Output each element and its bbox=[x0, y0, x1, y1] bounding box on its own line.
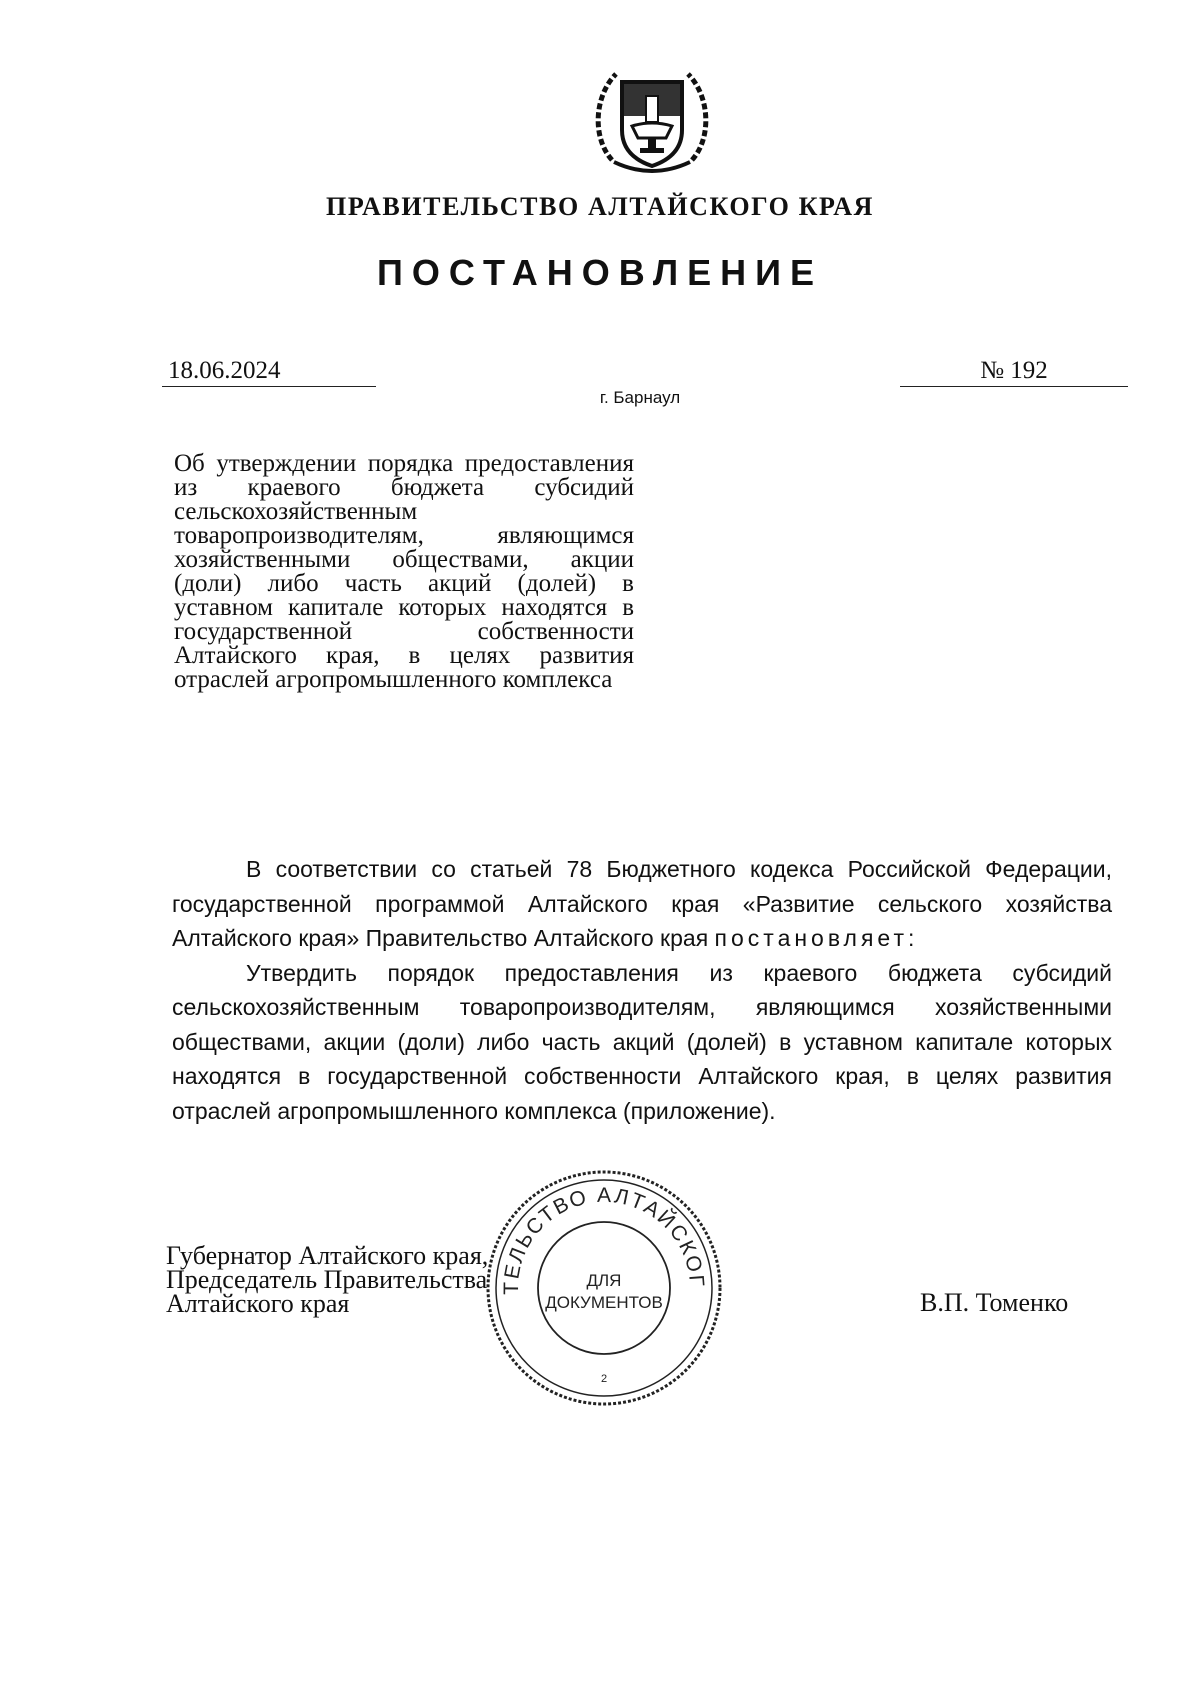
coat-of-arms-icon bbox=[590, 60, 714, 180]
body-paragraph-1-text: В соответствии со статьей 78 Бюджетного кодекса Российской Федерации, государственной программой Алтайского края «Развитие сельского хозяйства Алтайского края» Правительство Алтайского края bbox=[172, 856, 1112, 951]
document-subject: Об утверждении порядка предоставления из краевого бюджета субсидий сельскохозяйственным товаропроизводителям, являющимся хозяйственными обществами, акции (доли) либо часть акций (долей) в уставном капитале которых находятся в государственной собственности Алтайского края, в целях развития отраслей агропромышленного комплекса bbox=[174, 450, 634, 693]
document-body bbox=[172, 852, 1112, 1128]
seal-number: 2 bbox=[600, 1373, 608, 1385]
body-paragraph-1 bbox=[172, 852, 1112, 956]
seal-center-line-1: ДЛЯ bbox=[586, 1271, 622, 1290]
seal-center-line-2: ДОКУМЕНТОВ bbox=[545, 1293, 663, 1312]
signatory-line-1: Губернатор Алтайского края, bbox=[166, 1241, 489, 1270]
signatory-line-2: Председатель Правительства bbox=[166, 1265, 488, 1294]
official-seal-stamp bbox=[484, 1168, 724, 1408]
signatory-title bbox=[166, 1241, 489, 1318]
body-paragraph-2: Утвердить порядок предоставления из краевого бюджета субсидий сельскохозяйственным товаропроизводителям, являющимся хозяйственными обществами, акции (доли) либо часть акций (долей) в уставном капитале которых находятся в государственной собственности Алтайского края, в целях развития отраслей агропромышленного комплекса (приложение). bbox=[172, 959, 1112, 1124]
signatory-line-3: Алтайского края bbox=[166, 1289, 350, 1318]
document-number: № 192 bbox=[900, 356, 1128, 387]
signatory-name: В.П. Томенко bbox=[920, 1288, 1069, 1317]
document-date: 18.06.2024 bbox=[162, 356, 376, 387]
resolution-verb: постановляет: bbox=[714, 925, 919, 951]
document-city: г. Барнаул bbox=[599, 388, 681, 407]
seal-ring-text: ТЕЛЬСТВО АЛТАЙСКОГ bbox=[499, 1183, 709, 1295]
document-type: ПОСТАНОВЛЕНИЕ bbox=[377, 252, 823, 293]
organization-name: ПРАВИТЕЛЬСТВО АЛТАЙСКОГО КРАЯ bbox=[326, 192, 874, 221]
